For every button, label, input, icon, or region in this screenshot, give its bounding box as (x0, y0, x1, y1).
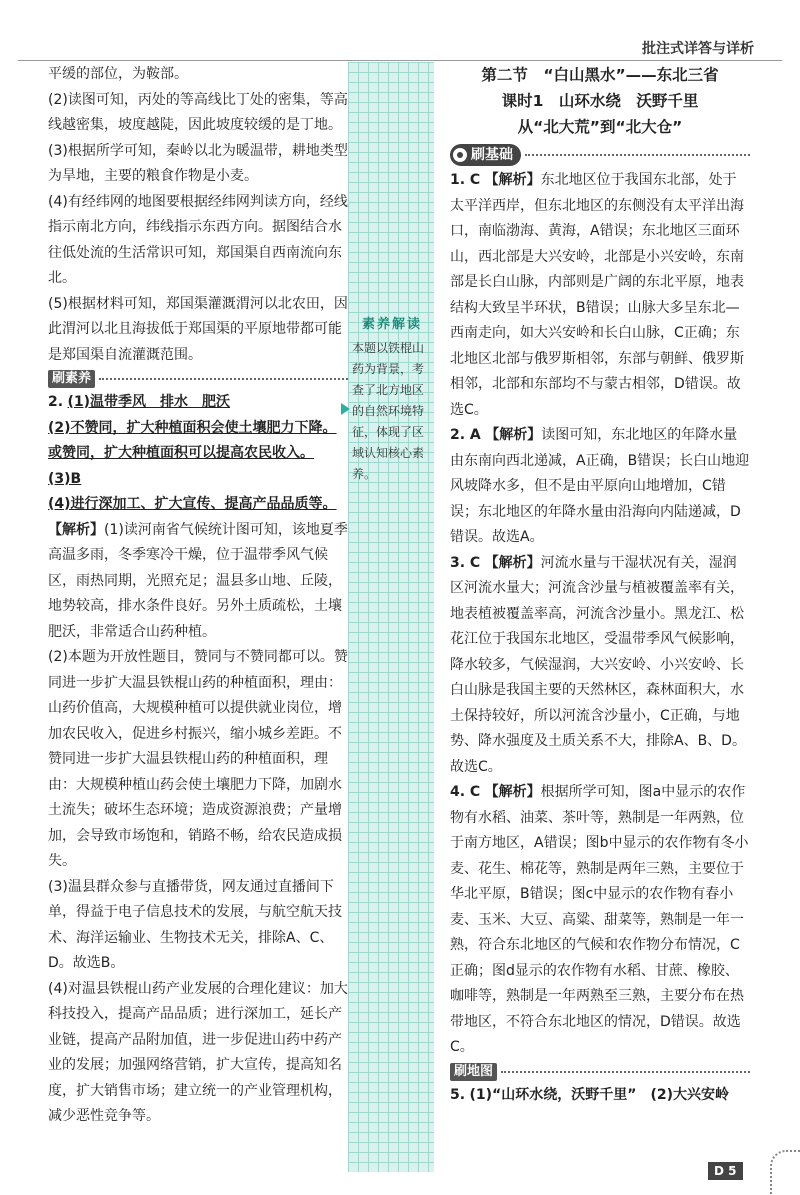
corner-decoration (770, 1150, 800, 1195)
paragraph: (5)根据材料可知，郑国渠灌溉渭河以北农田，因此渭河以北且海拔低于郑国渠的平原地带都可能是郑国渠自流灌溉范围。 (48, 295, 348, 363)
analysis-text: 东北地区位于我国东北部，处于太平洋西岸，但东北地区的东侧没有太平洋出海口，南临渤海、黄海，A错误；东北地区三面环山，西北部是大兴安岭，北部是小兴安岭，东南部是长白山脉，内部则是广阔的东北平原，地表结构大致呈半环状，B错误；山脉大多呈东北—西南走向，如大兴安岭和长白山脉，C正确；东北地区北部与俄罗斯相邻，东部与朝鲜、俄罗斯相邻，北部和东部均不与蒙古相邻，D错误。故选C。 (450, 172, 744, 418)
analysis-text: 读图可知，东北地区的年降水量由东南向西北递减，A正确，B错误；长白山地迎风坡降水多，但不是由平原向山地增加，C错误；东北地区的年降水量由沿海向内陆递减，D错误。故选A。 (450, 427, 750, 545)
answer-2-2: (2)不赞同，扩大种植面积会使土壤肥力下降。或赞同，扩大种植面积可以提高农民收入。 (48, 419, 337, 461)
answer-text: (1)温带季风 排水 肥沃 (67, 394, 231, 410)
analysis-tag: 【解析】 (484, 172, 541, 188)
analysis-tag: 【解析】 (48, 521, 104, 538)
section-label: 刷素养 (48, 370, 95, 388)
lesson-title: 课时1 山环水绕 沃野千里 (501, 92, 699, 110)
question-number: 5. (450, 1086, 466, 1103)
lesson-subtitle: 从“北大荒”到“北大仓” (517, 118, 683, 136)
section-title: 第二节 “白山黑水”——东北三省 (481, 66, 719, 84)
annotation-strip (348, 62, 434, 1172)
answer-2-3: (3)B (48, 470, 82, 487)
section-label: 刷地图 (450, 1063, 497, 1081)
question-number: 4. C (450, 784, 481, 800)
paragraph: (3)温县群众参与直播带货，网友通过直播间下单，得益于电子信息技术的发展，与航空航天技术、海洋运输业、生物技术无关，排除A、C、D。故选B。 (48, 878, 342, 971)
answer-text: (1)“山环水绕，沃野千里” (2)大兴安岭 (469, 1086, 729, 1103)
analysis-tag: 【解析】 (484, 554, 541, 571)
question-number: 2. (48, 394, 64, 410)
literacy-note (352, 314, 432, 485)
page-number: D 5 (708, 1162, 743, 1180)
paragraph: (4)对温县铁棍山药产业发展的合理化建议：加大科技投入，提高产品品质；进行深加工，延长产业链，提高产品附加值，进一步促进山药中药产业的发展；加强网络营销，扩大宣传，提高知名度，扩大销售市场；建立统一的产业管理机构，减少恶性竞争等。 (48, 980, 348, 1124)
answer-1 (450, 168, 750, 423)
analysis-tag: 【解析】 (484, 784, 541, 800)
question-number: 3. C (450, 554, 481, 571)
answer-4 (450, 780, 750, 1061)
dotted-rule (501, 1071, 750, 1073)
question-number: 2. A (450, 427, 481, 443)
pill-label: 刷基础 (471, 147, 513, 163)
paragraph: (4)有经纬网的地图要根据经纬网判读方向，经线指示南北方向，纬线指示东西方向。据图结合水往低处流的生活常识可知，郑国渠自西南流向东北。 (48, 193, 348, 286)
paragraph: (3)根据所学可知，秦岭以北为暖温带，耕地类型为旱地，主要的粮食作物是小麦。 (48, 142, 348, 184)
analysis-text: 根据所学可知，图a中显示的农作物有水稻、油菜、茶叶等，熟制是一年两熟，位于南方地区，A错误；图b中显示的农作物有冬小麦、花生、棉花等，熟制是两年三熟，主要位于华北平原，B错误；图c中显示的农作物有春小麦、玉米、大豆、高粱、甜菜等，熟制是一年一熟，符合东北地区的气候和农作物分布情况，C正确；图d显示的农作物有水稻、甘蔗、橡胶、咖啡等，熟制是一年两熟至三熟，主要分布在热带地区，不符合东北地区的情况，D错误。故选C。 (450, 784, 749, 1055)
section-divider-literacy (48, 370, 348, 388)
header-label: 批注式详答与详析 (642, 41, 754, 57)
dotted-rule (99, 378, 348, 380)
analysis-text: (1)读河南省气候统计图可知，该地夏季高温多雨，冬季寒冷干燥，位于温带季风气候区，雨热同期，光照充足；温县多山地、丘陵，地势较高，排水条件良好。另外土质疏松，土壤肥沃，非常适合山药种植。 (48, 521, 348, 640)
pencil-icon (453, 148, 467, 162)
paragraph: (2)读图可知，丙处的等高线比丁处的密集，等高线越密集，坡度越陡，因此坡度较缓的是丁地。 (48, 91, 348, 133)
section-pill-basic (450, 144, 521, 166)
section-divider-basic (450, 144, 750, 166)
answer-2-1 (48, 390, 348, 416)
answer-2-4: (4)进行深加工、扩大宣传、提高产品品质等。 (48, 496, 337, 512)
question-number: 1. C (450, 172, 481, 188)
analysis-tag: 【解析】 (485, 427, 542, 443)
left-column (48, 62, 348, 1130)
section-divider-map (450, 1063, 750, 1081)
paragraph: 平缓的部位，为鞍部。 (48, 66, 188, 82)
answer-2 (450, 423, 750, 551)
header-rule (18, 60, 782, 61)
note-body: 本题以铁棍山药为背景，考查了北方地区的自然环境特征，体现了区域认知核心素养。 (352, 341, 425, 481)
analysis-text: 河流水量与干湿状况有关，湿润区河流水量大；河流含沙量与植被覆盖率有关，地表植被覆盖率高，河流含沙量小。黑龙江、松花江位于我国东北地区，受温带季风气候影响，降水较多，气候湿润，大兴安岭、小兴安岭、长白山脉是我国主要的天然林区，森林面积大，水土保持较好，所以河流含沙量小，C正确，与地势、降水强度及土质关系不大，排除A、B、D。故选C。 (450, 554, 746, 775)
note-title: 素养解读 (361, 317, 422, 332)
answer-5 (450, 1083, 750, 1109)
right-column (450, 62, 750, 1108)
paragraph: (2)本题为开放性题目，赞同与不赞同都可以。赞同进一步扩大温县铁棍山药的种植面积，理由：山药价值高，大规模种植可以提供就业岗位，增加农民收入，促进乡村振兴，缩小城乡差距。不赞同进一步扩大温县铁棍山药的种植面积，理由：大规模种植山药会使土壤肥力下降，加剧水土流失；破坏生态环境；造成资源浪费；产量增加，会导致市场饱和，销路不畅，给农民造成损失。 (48, 649, 348, 869)
answer-3 (450, 551, 750, 781)
dotted-rule (525, 154, 750, 156)
